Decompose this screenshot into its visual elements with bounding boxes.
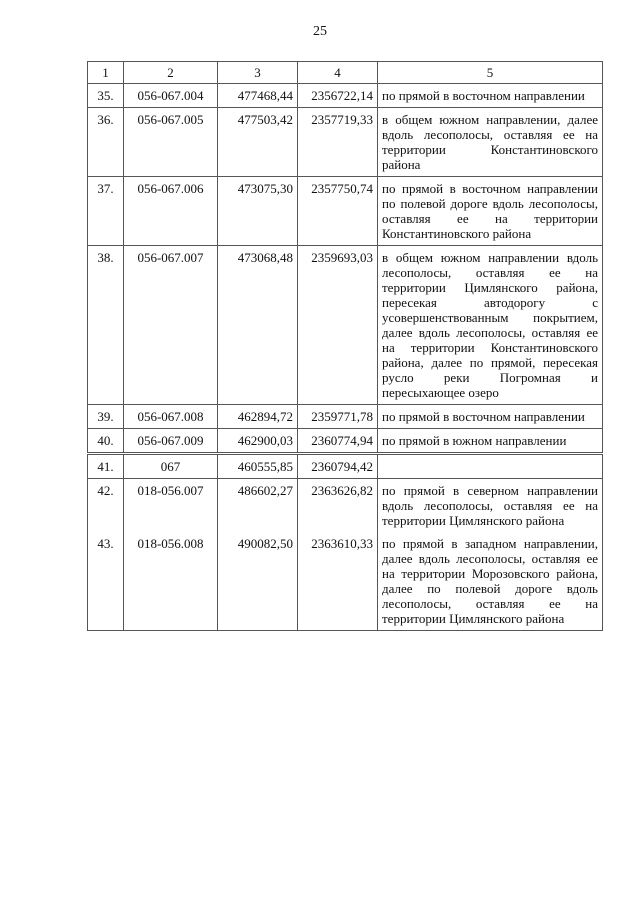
table-row <box>88 84 603 108</box>
point-code: 018-056.007 <box>124 479 218 533</box>
coordinate-x: 460555,85 <box>218 454 298 479</box>
coordinate-x: 473075,30 <box>218 177 298 246</box>
boundary-description <box>378 454 603 479</box>
boundary-coordinates-table <box>87 61 603 631</box>
boundary-description: в общем южном направлении, далее вдоль лесополосы, оставляя ее на территории Константиновского района <box>378 108 603 177</box>
point-number: 39. <box>88 405 124 429</box>
page-number: 25 <box>313 24 327 39</box>
coordinate-x: 477503,42 <box>218 108 298 177</box>
column-header: 1 <box>88 62 124 84</box>
coordinate-x: 462894,72 <box>218 405 298 429</box>
point-number: 38. <box>88 246 124 405</box>
boundary-description: по прямой в западном направлении, далее вдоль лесополосы, оставляя ее на территории Морозовского района, далее по полевой дороге вдоль лесополосы, оставляя ее на территории Цимлянского района <box>378 532 603 631</box>
coordinate-y: 2360774,94 <box>298 429 378 454</box>
table-row <box>88 108 603 177</box>
coordinate-x: 486602,27 <box>218 479 298 533</box>
table-row <box>88 532 603 631</box>
coordinate-y: 2357719,33 <box>298 108 378 177</box>
table-row <box>88 177 603 246</box>
boundary-description: по прямой в восточном направлении <box>378 84 603 108</box>
coordinate-x: 490082,50 <box>218 532 298 631</box>
table-row <box>88 479 603 533</box>
column-header: 4 <box>298 62 378 84</box>
point-code: 056-067.009 <box>124 429 218 454</box>
point-code: 056-067.006 <box>124 177 218 246</box>
table-header-row <box>88 62 603 84</box>
boundary-description: в общем южном направлении вдоль лесополосы, оставляя ее на территории Цимлянского района, пересекая автодорогу с усовершенствованным покрытием, далее вдоль лесополосы, оставляя ее на территории Константиновского района, далее по прямой, пересекая русло реки Погромная и пересыхающее озеро <box>378 246 603 405</box>
point-number: 40. <box>88 429 124 454</box>
column-header: 2 <box>124 62 218 84</box>
point-number: 36. <box>88 108 124 177</box>
coordinate-x: 462900,03 <box>218 429 298 454</box>
coordinate-y: 2356722,14 <box>298 84 378 108</box>
point-code: 018-056.008 <box>124 532 218 631</box>
table-row <box>88 246 603 405</box>
point-number: 41. <box>88 454 124 479</box>
point-code: 067 <box>124 454 218 479</box>
point-code: 056-067.005 <box>124 108 218 177</box>
coordinate-x: 477468,44 <box>218 84 298 108</box>
column-header: 3 <box>218 62 298 84</box>
boundary-description: по прямой в северном направлении вдоль лесополосы, оставляя ее на территории Цимлянского района <box>378 479 603 533</box>
coordinate-y: 2360794,42 <box>298 454 378 479</box>
coordinate-y: 2359693,03 <box>298 246 378 405</box>
column-header: 5 <box>378 62 603 84</box>
table-row <box>88 405 603 429</box>
point-number: 42. <box>88 479 124 533</box>
coordinate-y: 2363610,33 <box>298 532 378 631</box>
boundary-description: по прямой в восточном направлении <box>378 405 603 429</box>
boundary-description: по прямой в восточном направлении по полевой дороге вдоль лесополосы, оставляя ее на территории Константиновского района <box>378 177 603 246</box>
boundary-description: по прямой в южном направлении <box>378 429 603 454</box>
table-row <box>88 429 603 454</box>
point-number: 35. <box>88 84 124 108</box>
point-number: 37. <box>88 177 124 246</box>
table-row <box>88 454 603 479</box>
point-code: 056-067.008 <box>124 405 218 429</box>
point-number: 43. <box>88 532 124 631</box>
coordinate-y: 2359771,78 <box>298 405 378 429</box>
coordinate-y: 2363626,82 <box>298 479 378 533</box>
coordinate-x: 473068,48 <box>218 246 298 405</box>
point-code: 056-067.007 <box>124 246 218 405</box>
point-code: 056-067.004 <box>124 84 218 108</box>
coordinate-y: 2357750,74 <box>298 177 378 246</box>
